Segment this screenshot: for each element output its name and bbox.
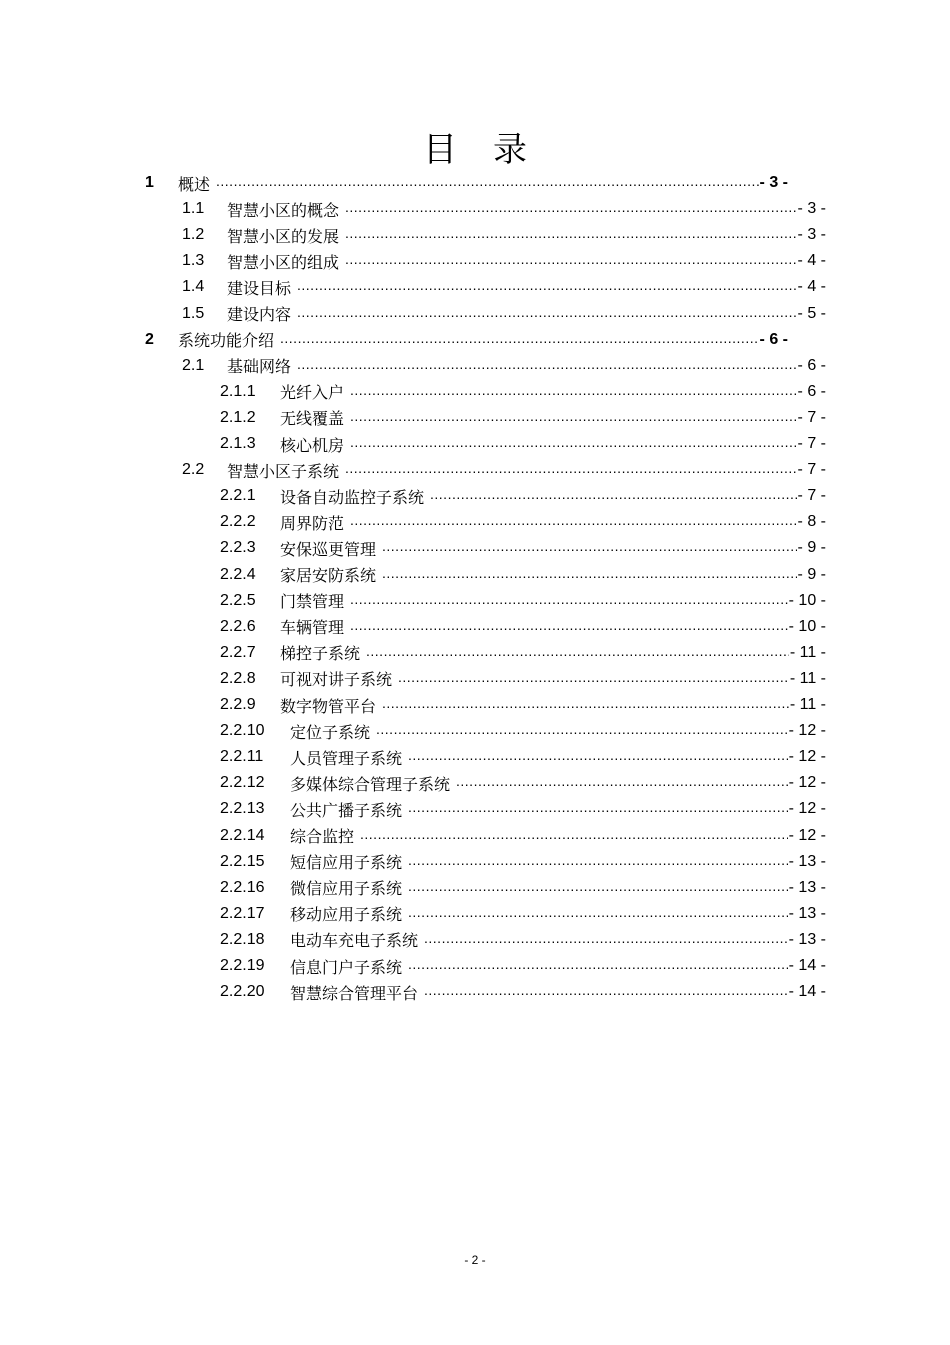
- toc-entry-page: - 8 -: [797, 513, 826, 531]
- toc-entry[interactable]: [220, 407, 826, 429]
- toc-entry[interactable]: [145, 172, 788, 194]
- toc-entry[interactable]: [220, 772, 826, 794]
- toc-entry-number: 2: [145, 330, 154, 348]
- toc-entry-page: - 3 -: [797, 226, 826, 244]
- toc-entry-page: - 6 -: [797, 356, 826, 374]
- toc-entry-number: 2.2.19: [220, 957, 265, 974]
- toc-entry-title: 无线覆盖: [280, 411, 345, 429]
- toc-entry-title: 短信应用子系统: [290, 855, 403, 873]
- toc-entry-title: 安保巡更管理: [280, 541, 377, 559]
- toc-entry-title: 多媒体综合管理子系统: [290, 776, 451, 794]
- toc-leader-dots: [350, 616, 788, 638]
- toc-entry-page: - 5 -: [797, 304, 826, 322]
- toc-entry[interactable]: [182, 459, 826, 481]
- toc-entry[interactable]: [220, 668, 826, 690]
- toc-leader-dots: [345, 250, 797, 272]
- toc-entry-number: 2.2.17: [220, 904, 265, 922]
- toc-entry[interactable]: [220, 694, 826, 716]
- toc-leader-dots: [398, 668, 789, 690]
- toc-entry[interactable]: [220, 981, 826, 1003]
- toc-leader-dots: [382, 694, 789, 716]
- toc-entry[interactable]: [182, 303, 826, 325]
- toc-leader-dots: [216, 172, 759, 194]
- toc-entry-number: 2.2.3: [220, 539, 256, 557]
- toc-entry-number: 2.2.7: [220, 643, 256, 661]
- toc-entry-page: - 12 -: [788, 722, 826, 740]
- toc-entry-title: 周界防范: [280, 515, 345, 533]
- toc-entry-number: 2.2.15: [220, 852, 265, 870]
- toc-entry-number: 2.2.9: [220, 696, 256, 713]
- toc-leader-dots: [382, 537, 797, 559]
- toc-entry-page: - 12 -: [788, 826, 826, 844]
- toc-entry-number: 2.2.13: [220, 800, 265, 818]
- toc-leader-dots: [350, 381, 797, 403]
- toc-entry-number: 2.1.1: [220, 382, 256, 400]
- toc-entry-number: 2.2: [182, 461, 205, 479]
- page-number: - 2 -: [464, 1253, 486, 1267]
- toc-entry-number: 1.5: [182, 304, 205, 322]
- toc-entry-number: 2.2.18: [220, 930, 265, 948]
- toc-leader-dots: [350, 407, 797, 429]
- toc-leader-dots: [408, 798, 788, 820]
- toc-entry-number: 2.2.2: [220, 513, 256, 531]
- toc-entry-title: 梯控子系统: [280, 646, 361, 664]
- toc-entry-number: 2.1.2: [220, 408, 256, 426]
- toc-entry-title: 系统功能介绍: [178, 333, 275, 351]
- toc-entry-title: 概述: [178, 176, 211, 194]
- toc-entry-page: - 12 -: [788, 774, 826, 792]
- toc-entry-page: - 11 -: [789, 643, 826, 661]
- toc-entry[interactable]: [220, 903, 826, 925]
- toc-entry[interactable]: [220, 485, 826, 507]
- toc-entry-title: 光纤入户: [280, 385, 345, 403]
- toc-entry-title: 智慧综合管理平台: [290, 985, 419, 1003]
- toc-entry-number: 2.1.3: [220, 435, 256, 452]
- toc-entry[interactable]: [182, 250, 826, 272]
- toc-entry[interactable]: [220, 877, 826, 899]
- toc-entry[interactable]: [220, 537, 826, 559]
- toc-entry-title: 微信应用子系统: [290, 881, 403, 899]
- toc-entry-title: 人员管理子系统: [290, 750, 403, 768]
- toc-entry[interactable]: [182, 198, 826, 220]
- toc-entry-page: - 11 -: [789, 696, 826, 713]
- toc-entry-page: - 9 -: [797, 565, 826, 583]
- toc-entry-number: 1.1: [182, 200, 205, 218]
- toc-leader-dots: [424, 929, 788, 951]
- toc-entry-page: - 3 -: [797, 200, 826, 218]
- toc-leader-dots: [424, 981, 788, 1003]
- toc-entry-number: 2.2.11: [220, 748, 264, 766]
- toc-entry-page: - 6 -: [759, 330, 788, 348]
- toc-entry-page: - 12 -: [788, 748, 826, 766]
- toc-entry-title: 家居安防系统: [280, 568, 377, 585]
- toc-leader-dots: [297, 303, 797, 325]
- toc-entry-title: 智慧小区子系统: [227, 463, 340, 481]
- toc-entry-page: - 14 -: [788, 957, 826, 974]
- toc-entry[interactable]: [220, 564, 826, 586]
- toc-entry-title: 智慧小区的概念: [227, 202, 340, 220]
- toc-entry[interactable]: [220, 511, 826, 533]
- toc-leader-dots: [280, 329, 759, 351]
- toc-leader-dots: [297, 276, 797, 298]
- toc-entry-title: 可视对讲子系统: [280, 672, 393, 690]
- toc-entry-page: - 6 -: [797, 382, 826, 400]
- toc-entry[interactable]: [220, 642, 826, 664]
- toc-entry-title: 车辆管理: [280, 620, 345, 638]
- toc-entry-page: - 4 -: [797, 252, 826, 270]
- toc-leader-dots: [350, 433, 797, 455]
- toc-entry-title: 公共广播子系统: [290, 802, 403, 820]
- toc-leader-dots: [350, 511, 797, 533]
- toc-leader-dots: [345, 459, 797, 481]
- toc-entry-number: 2.2.10: [220, 722, 265, 740]
- toc-entry[interactable]: [220, 590, 826, 612]
- toc-entry-number: 2.2.20: [220, 983, 265, 1001]
- toc-entry-page: - 13 -: [788, 930, 826, 948]
- toc-entry-number: 2.2.12: [220, 774, 265, 792]
- toc-entry-page: - 13 -: [788, 878, 826, 896]
- toc-entry[interactable]: [145, 329, 788, 351]
- toc-entry-page: - 9 -: [797, 539, 826, 557]
- toc-entry[interactable]: [220, 929, 826, 951]
- toc-entry-title: 数字物管平台: [280, 698, 377, 716]
- toc-entry[interactable]: [220, 616, 826, 638]
- toc-entry[interactable]: [220, 746, 826, 768]
- toc-leader-dots: [382, 564, 797, 586]
- toc-entry-number: 1.3: [182, 252, 205, 270]
- toc-entry-number: 2.2.6: [220, 617, 256, 635]
- toc-entry-page: - 13 -: [788, 904, 826, 922]
- toc-entry[interactable]: [220, 720, 826, 742]
- toc-entry[interactable]: [220, 851, 826, 873]
- toc-entry[interactable]: [220, 825, 826, 847]
- toc-entry-number: 1: [145, 174, 154, 191]
- toc-leader-dots: [366, 642, 789, 664]
- toc-entry-number: 2.2.5: [220, 591, 256, 609]
- toc-entry-title: 设备自动监控子系统: [280, 489, 425, 507]
- toc-leader-dots: [408, 851, 788, 873]
- toc-entry-title: 定位子系统: [290, 724, 371, 742]
- toc-leader-dots: [408, 955, 788, 977]
- toc-leader-dots: [360, 825, 788, 847]
- toc-entry-page: - 10 -: [788, 591, 826, 609]
- toc-entry[interactable]: [182, 355, 826, 377]
- toc-entry-page: - 7 -: [797, 408, 826, 426]
- toc-entry-title: 电动车充电子系统: [290, 933, 419, 951]
- toc-entry-page: - 7 -: [797, 435, 826, 452]
- toc-entry-page: - 4 -: [797, 278, 826, 296]
- toc-entry-number: 1.4: [182, 278, 205, 296]
- title-char-1: 目: [423, 130, 457, 170]
- toc-leader-dots: [408, 903, 788, 925]
- toc-entry-title: 门禁管理: [280, 594, 345, 612]
- toc-entry-page: - 7 -: [797, 487, 826, 505]
- toc-entry-title: 综合监控: [290, 829, 355, 846]
- toc-leader-dots: [345, 198, 797, 220]
- toc-entry-number: 2.2.8: [220, 669, 256, 687]
- toc-entry[interactable]: [220, 433, 826, 455]
- toc-entry-page: - 14 -: [788, 983, 826, 1001]
- toc-entry-page: - 10 -: [788, 617, 826, 635]
- toc-entry-number: 2.2.1: [220, 487, 256, 505]
- toc-entry-page: - 11 -: [789, 669, 826, 687]
- toc-leader-dots: [350, 590, 788, 612]
- toc-entry-title: 建设目标: [227, 280, 292, 298]
- toc-entry[interactable]: [182, 276, 826, 298]
- toc-entry-title: 建设内容: [227, 307, 292, 324]
- toc-entry-title: 基础网络: [227, 359, 292, 377]
- title-char-2: 录: [493, 130, 527, 170]
- toc-leader-dots: [297, 355, 797, 377]
- toc-leader-dots: [430, 485, 797, 507]
- toc-leader-dots: [376, 720, 788, 742]
- toc-leader-dots: [408, 877, 788, 899]
- toc-entry-number: 1.2: [182, 226, 205, 244]
- toc-entry-page: - 3 -: [759, 174, 788, 191]
- toc-entry-title: 智慧小区的发展: [227, 228, 340, 246]
- toc-entry[interactable]: [220, 955, 826, 977]
- toc-leader-dots: [456, 772, 788, 794]
- toc-entry-number: 2.2.16: [220, 878, 265, 896]
- toc-entry[interactable]: [220, 798, 826, 820]
- toc-entry[interactable]: [220, 381, 826, 403]
- toc-entry[interactable]: [182, 224, 826, 246]
- toc-entry-number: 2.1: [182, 356, 205, 374]
- toc-entry-title: 核心机房: [280, 437, 345, 455]
- toc-entry-title: 信息门户子系统: [290, 959, 403, 977]
- toc-entry-page: - 12 -: [788, 800, 826, 818]
- toc-entry-title: 智慧小区的组成: [227, 254, 340, 272]
- toc-entry-number: 2.2.14: [220, 826, 265, 844]
- toc-leader-dots: [408, 746, 788, 768]
- toc-entry-number: 2.2.4: [220, 565, 256, 583]
- toc-entry-title: 移动应用子系统: [290, 907, 403, 925]
- toc-entry-page: - 13 -: [788, 852, 826, 870]
- toc-leader-dots: [345, 224, 797, 246]
- toc-entry-page: - 7 -: [797, 461, 826, 479]
